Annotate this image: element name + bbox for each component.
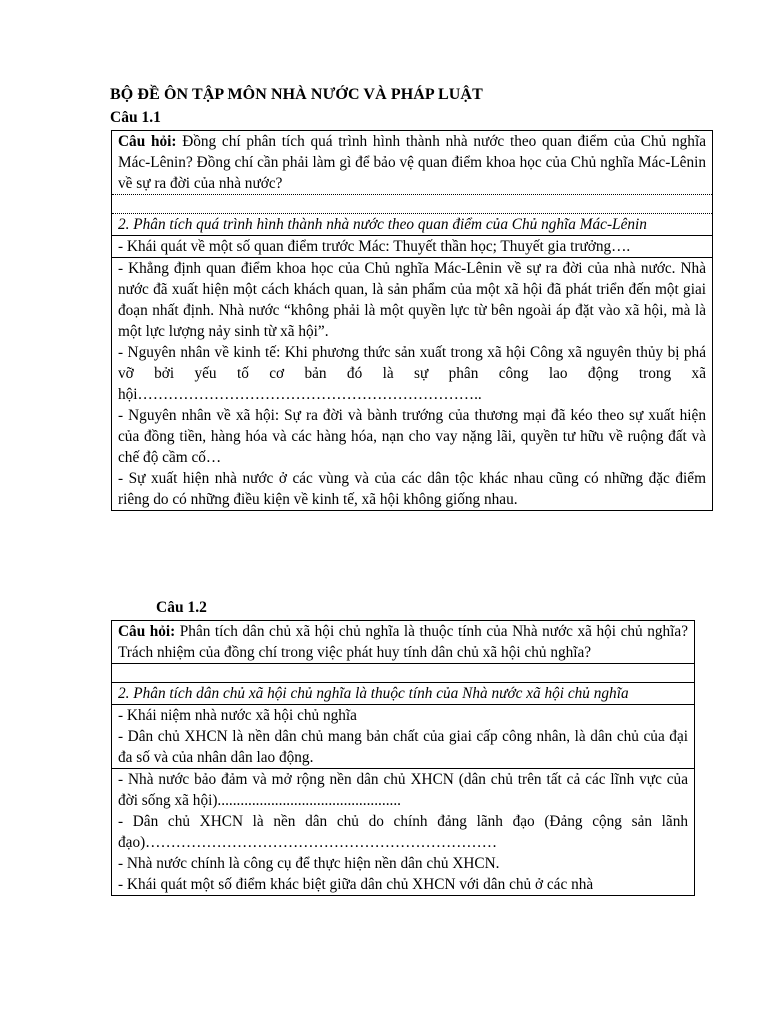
- answer-row: [112, 236, 713, 258]
- section-title: 2. Phân tích quá trình hình thành nhà nước theo quan điểm của Chủ nghĩa Mác-Lênin: [118, 216, 647, 233]
- answer-paragraph: - Khái niệm nhà nước xã hội chủ nghĩa: [118, 707, 357, 724]
- answer-paragraph: - Nhà nước bảo đảm và mở rộng nền dân chủ XHCN (dân chủ trên tất cả các lĩnh vực của đời sống xã hội)................................................: [118, 771, 688, 809]
- answer-row: [112, 705, 695, 769]
- answer-row: [112, 769, 695, 896]
- answer-paragraph: - Khẳng định quan điểm khoa học của Chủ nghĩa Mác-Lênin về sự ra đời của nhà nước. Nhà nước đã xuất hiện một cách khách quan, là sản phẩm của một xã hội đã phát triển đến một giai đoạn nhất định. Nhà nước “không phải là một quyền lực từ bên ngoài áp đặt vào xã hội, mà là một lực lượng nảy sinh từ xã hội”.: [118, 260, 706, 340]
- section-title: 2. Phân tích dân chủ xã hội chủ nghĩa là thuộc tính của Nhà nước xã hội chủ nghĩa: [118, 685, 629, 702]
- answer-paragraph: - Dân chủ XHCN là nền dân chủ mang bản chất của giai cấp công nhân, là dân chủ của đại đa số và của nhân dân lao động.: [118, 728, 688, 766]
- answer-paragraph: - Khái quát về một số quan điểm trước Mác: Thuyết thần học; Thuyết gia trưởng….: [118, 238, 631, 255]
- answer-paragraph: - Nhà nước chính là công cụ để thực hiện nền dân chủ XHCN.: [118, 855, 500, 872]
- blank-row: [112, 664, 695, 683]
- question-label: Câu hỏi:: [118, 623, 176, 640]
- question-cell: [112, 621, 695, 664]
- answer-paragraph: - Nguyên nhân về kinh tế: Khi phương thức sản xuất trong xã hội Công xã nguyên thủy bị phá vỡ bởi yếu tố cơ bản đó là sự phân công lao động trong xã hội…………………………………………………………..: [118, 344, 706, 403]
- answer-paragraph: - Nguyên nhân về xã hội: Sự ra đời và bành trướng của thương mại đã kéo theo sự xuất hiện của đồng tiền, hàng hóa và các hàng hóa, nạn cho vay nặng lãi, quyền tư hữu về ruộng đất và chế độ cầm cố…: [118, 407, 706, 466]
- question-heading-1-1: Câu 1.1: [110, 109, 161, 126]
- question-text: Đồng chí phân tích quá trình hình thành nhà nước theo quan điểm của Chủ nghĩa Mác-Lênin? Đồng chí cần phải làm gì để bảo vệ quan điểm khoa học của Chủ nghĩa Mác-Lênin về sự ra đời của nhà nước?: [118, 133, 706, 192]
- answer-table-1-2: [111, 620, 695, 896]
- answer-row: [112, 258, 713, 511]
- question-label: Câu hỏi:: [118, 133, 177, 150]
- blank-row: [112, 195, 713, 214]
- section-title-cell: [112, 683, 695, 705]
- answer-paragraph: - Sự xuất hiện nhà nước ở các vùng và của các dân tộc khác nhau cũng có những đặc điểm riêng do có những điều kiện về kinh tế, xã hội không giống nhau.: [118, 470, 706, 508]
- question-heading-1-2: Câu 1.2: [156, 599, 207, 616]
- answer-paragraph: - Dân chủ XHCN là nền dân chủ do chính đảng lãnh đạo (Đảng cộng sản lãnh đạo)……………………………………………………………: [118, 813, 688, 851]
- section-title-cell: [112, 214, 713, 236]
- document-title: BỘ ĐỀ ÔN TẬP MÔN NHÀ NƯỚC VÀ PHÁP LUẬT: [110, 86, 483, 103]
- answer-paragraph: - Khái quát một số điểm khác biệt giữa dân chủ XHCN với dân chủ ở các nhà: [118, 876, 594, 893]
- question-block-1-2: [111, 620, 695, 955]
- question-cell: [112, 131, 713, 195]
- answer-table-1-1: [111, 130, 713, 511]
- question-text: Phân tích dân chủ xã hội chủ nghĩa là thuộc tính của Nhà nước xã hội chủ nghĩa? Trách nhiệm của đồng chí trong việc phát huy tính dân chủ xã hội chủ nghĩa?: [118, 623, 688, 661]
- question-block-1-1: [111, 130, 713, 577]
